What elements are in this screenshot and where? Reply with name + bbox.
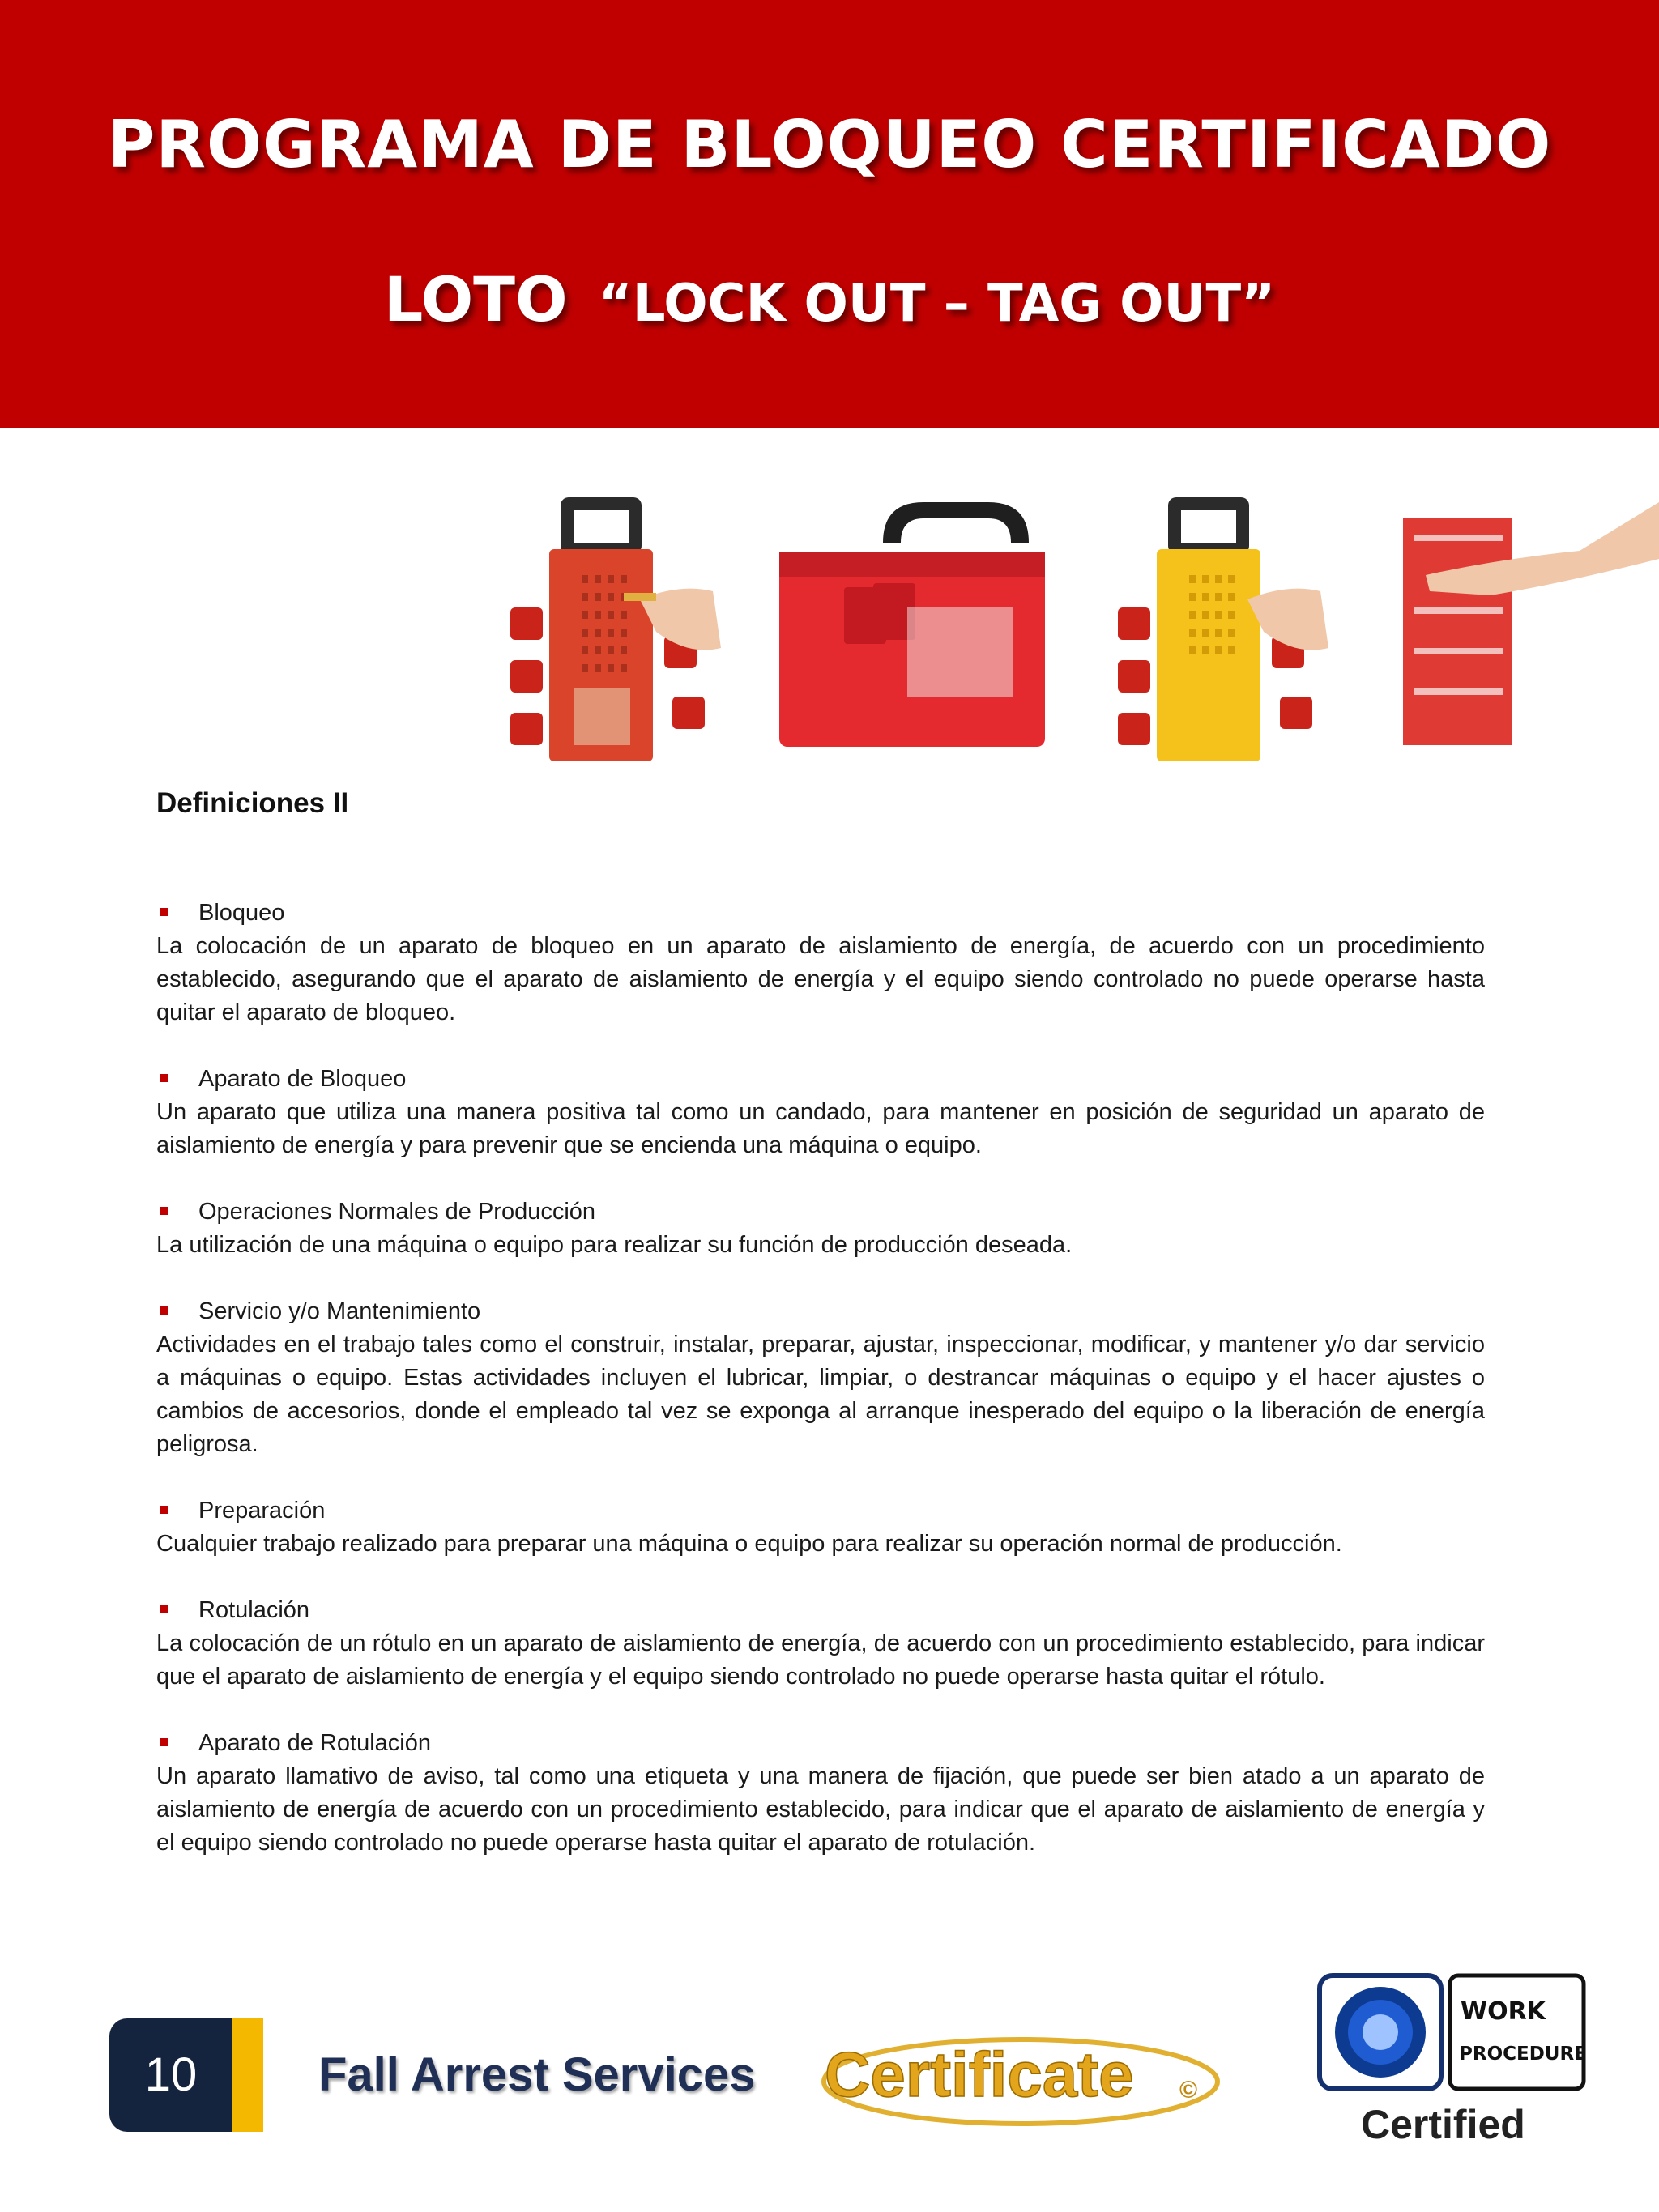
definition-item bbox=[156, 1727, 1485, 1860]
bullet-icon bbox=[160, 1074, 168, 1082]
definition-item bbox=[156, 1494, 1485, 1561]
definition-item bbox=[156, 1295, 1485, 1461]
definition-term: Operaciones Normales de Producción bbox=[198, 1199, 596, 1225]
definition-term: Aparato de Bloqueo bbox=[198, 1066, 407, 1092]
definition-text: Cualquier trabajo realizado para preparar una máquina o equipo para realizar su operación normal de producción. bbox=[156, 1531, 1342, 1557]
page-subtitle bbox=[0, 263, 1659, 335]
lock-box-red-portable-image bbox=[779, 502, 1045, 747]
definition-term: Aparato de Rotulación bbox=[198, 1730, 431, 1756]
definition-text: La colocación de un aparato de bloqueo en un aparato de aislamiento de energía, de acuerdo con un procedimiento establecido, asegurando que el aparato de aislamiento de energía y el equipo siendo controlado no puede operarse hasta quitar el aparato de bloqueo. bbox=[156, 933, 1485, 1025]
bullet-icon bbox=[160, 1306, 168, 1315]
procedure-text: PROCEDURE bbox=[1459, 2044, 1587, 2065]
certificate-text: Certificate bbox=[825, 2039, 1134, 2110]
page-number: 10 bbox=[144, 2048, 198, 2101]
definition-term: Preparación bbox=[198, 1498, 326, 1524]
header-banner bbox=[0, 0, 1659, 428]
bullet-icon bbox=[160, 1605, 168, 1613]
definition-item bbox=[156, 1063, 1485, 1162]
page-title: PROGRAMA DE BLOQUEO CERTIFICADO bbox=[107, 107, 1552, 182]
definition-text: Un aparato que utiliza una manera positiva tal como un candado, para mantener en posición de seguridad un aparato de aislamiento de energía y para prevenir que se encienda una máquina o equipo. bbox=[156, 1099, 1485, 1158]
section-heading: Definiciones II bbox=[156, 787, 349, 819]
definition-text: Actividades en el trabajo tales como el construir, instalar, preparar, ajustar, inspeccionar, modificar, y mantener y/o dar servicio a máquinas o equipo. Estas actividades incluyen el lubricar, limpiar, o destrancar máquinas o equipo y el hacer ajustes o cambios de accesorios, donde el empleado tal vez se exponga al arranque inesperado del equipo o la liberación de energía peligrosa. bbox=[156, 1332, 1485, 1457]
definition-term: Rotulación bbox=[198, 1597, 310, 1623]
work-text: WORK bbox=[1461, 1997, 1546, 2026]
certificate-logo bbox=[818, 2025, 1223, 2133]
definitions-list bbox=[156, 897, 1485, 1893]
work-procedure-certified-logo bbox=[1316, 1972, 1600, 2154]
definition-item bbox=[156, 897, 1485, 1029]
page-number-badge bbox=[109, 2018, 263, 2132]
definition-term: Bloqueo bbox=[198, 900, 285, 926]
lock-box-red-wall-image bbox=[510, 497, 721, 761]
definition-item bbox=[156, 1196, 1485, 1262]
definition-text: La utilización de una máquina o equipo para realizar su función de producción deseada. bbox=[156, 1232, 1073, 1258]
bullet-icon bbox=[160, 1738, 168, 1746]
subtitle-quote: “LOCK OUT – TAG OUT” bbox=[598, 274, 1276, 334]
subtitle-loto: LOTO bbox=[383, 263, 568, 335]
definition-text: Un aparato llamativo de aviso, tal como una etiqueta y una manera de fijación, que puede ser bien atado a un aparato de aislamiento de energía de acuerdo con un procedimiento establecido, para indicar que el aparato de aislamiento de energía y el equipo siendo controlado no puede operarse hasta quitar el aparato de rotulación. bbox=[156, 1763, 1485, 1856]
lock-box-yellow-wall-image bbox=[1118, 497, 1328, 761]
copyright-symbol: © bbox=[1179, 2077, 1198, 2103]
bullet-icon bbox=[160, 1207, 168, 1215]
certified-text: Certified bbox=[1361, 2102, 1525, 2147]
bullet-icon bbox=[160, 1506, 168, 1514]
definition-item bbox=[156, 1594, 1485, 1694]
definition-text: La colocación de un rótulo en un aparato de aislamiento de energía, de acuerdo con un procedimiento establecido, para indicar que el aparato de aislamiento de energía y el equipo siendo controlado no puede operarse hasta quitar el rótulo. bbox=[156, 1630, 1485, 1690]
bullet-icon bbox=[160, 908, 168, 916]
lock-box-red-hand-image bbox=[1403, 502, 1659, 745]
definition-term: Servicio y/o Mantenimiento bbox=[198, 1298, 481, 1324]
product-images bbox=[486, 486, 1659, 769]
company-name: Fall Arrest Services bbox=[318, 2048, 756, 2101]
